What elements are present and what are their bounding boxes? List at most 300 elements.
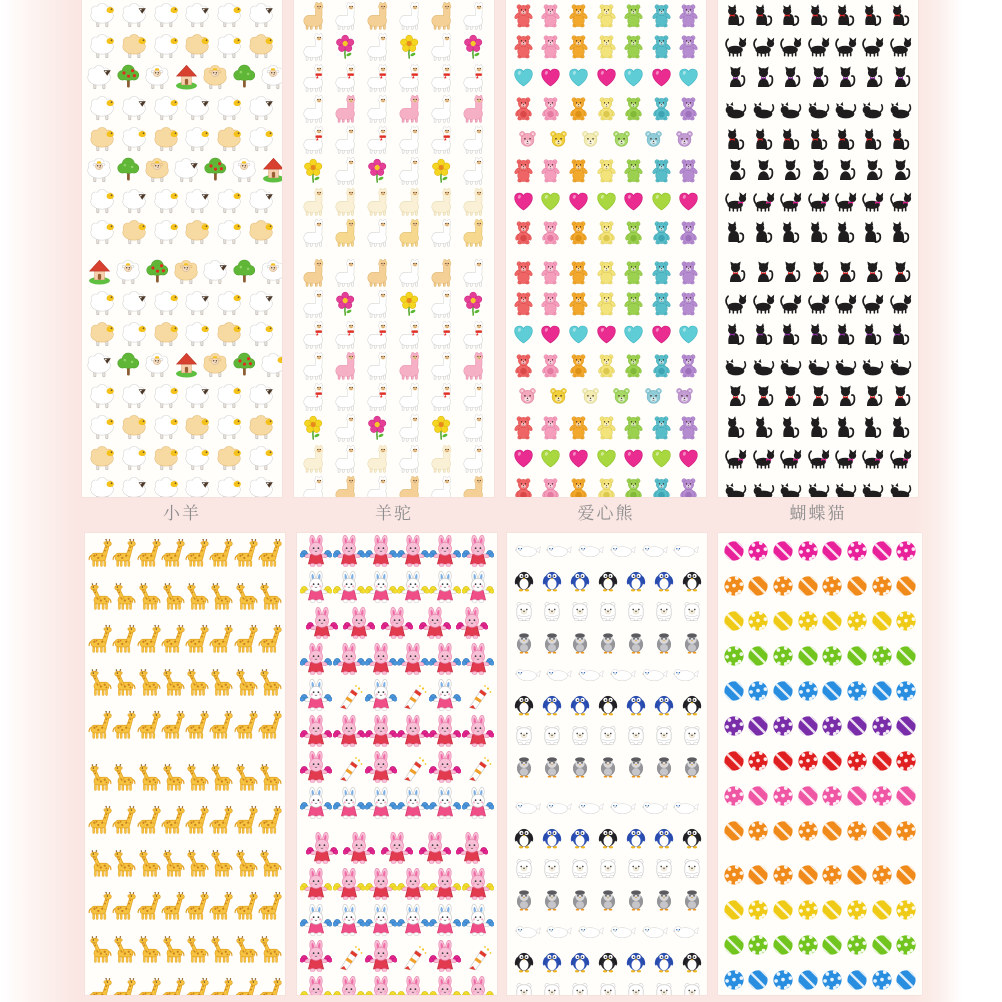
baby-icon (594, 628, 622, 656)
heart-icon (593, 445, 620, 472)
giraffe-icon (209, 534, 233, 575)
cat-icon (860, 446, 885, 471)
penguin-icon (650, 823, 678, 851)
polar-icon (538, 597, 566, 625)
bunny-icon (397, 571, 429, 603)
sticker-row (718, 319, 918, 350)
dot-icon (722, 933, 746, 957)
giraffe-icon (161, 801, 185, 842)
bear-icon (648, 95, 675, 122)
heart-icon (648, 64, 675, 91)
giraffe-icon (258, 930, 282, 971)
cat-icon (888, 158, 913, 183)
heart-icon (510, 188, 537, 215)
cat-icon (778, 127, 803, 152)
alpaca-icon (331, 94, 361, 124)
bunny-icon (429, 787, 461, 819)
dot-icon (722, 863, 746, 887)
seal-icon (514, 659, 542, 687)
dot-icon (894, 863, 918, 887)
baby-icon (566, 885, 594, 913)
dot-icon (746, 749, 770, 773)
dot-icon (722, 784, 746, 808)
dot-icon (796, 644, 820, 668)
alpaca-icon (363, 444, 393, 474)
bear-icon (593, 95, 620, 122)
sticker-row (82, 319, 282, 350)
alpaca-icon (299, 444, 329, 474)
alpaca-icon (363, 187, 393, 217)
sticker-row (82, 62, 282, 93)
cat-icon (860, 220, 885, 245)
bear-icon (537, 33, 564, 60)
bear-icon (565, 414, 592, 441)
penguin-icon (594, 823, 622, 851)
dot-icon (820, 574, 844, 598)
dot-icon (894, 784, 918, 808)
sheep-icon (215, 125, 244, 154)
sticker-row (718, 257, 918, 288)
sticker-row (294, 186, 494, 217)
bunny-icon (333, 535, 365, 567)
alpaca-icon (459, 94, 489, 124)
bunny-icon (306, 607, 338, 639)
giraffe-icon (88, 844, 112, 885)
alpaca-icon (427, 32, 457, 62)
cone-icon (333, 679, 365, 711)
sticker-row (85, 843, 285, 886)
cat-icon (806, 260, 831, 285)
dot-icon (746, 968, 770, 992)
sticker-row (294, 0, 494, 31)
bear-icon (537, 95, 564, 122)
polar-icon (566, 978, 594, 996)
bunny-icon (300, 868, 332, 900)
giraffe-icon (137, 663, 161, 704)
bear-icon (510, 290, 537, 317)
bear-icon (537, 476, 564, 497)
sticker-row (297, 830, 497, 866)
sheep-icon (247, 125, 276, 154)
bunny-icon (365, 715, 397, 747)
cat-icon (778, 65, 803, 90)
bear-icon (510, 259, 537, 286)
heart-icon (620, 321, 647, 348)
bunny-icon (397, 976, 429, 995)
giraffe-icon (234, 844, 258, 885)
dot-icon (820, 819, 844, 843)
dot-icon (746, 714, 770, 738)
bunny-icon (456, 832, 488, 864)
polar-icon (538, 854, 566, 882)
house-icon (172, 63, 201, 92)
sheep-icon (259, 351, 282, 380)
baby-icon (538, 628, 566, 656)
sticker-row (718, 412, 918, 443)
alpaca-icon (459, 320, 489, 350)
sticker-row (506, 186, 706, 217)
bear-icon (510, 157, 537, 184)
sticker-row (294, 124, 494, 155)
sticker-row (297, 866, 497, 902)
sheep-icon (215, 413, 244, 442)
heart-icon (675, 188, 702, 215)
giraffe-icon (209, 706, 233, 747)
sticker-row (294, 443, 494, 474)
bunny-icon (462, 868, 494, 900)
dot-icon (722, 539, 746, 563)
dot-icon (796, 933, 820, 957)
bearhead-icon (577, 126, 604, 153)
sticker-row (507, 945, 707, 976)
giraffe-icon (137, 801, 161, 842)
bear-icon (620, 95, 647, 122)
sheep-icon (247, 218, 276, 247)
polar-icon (650, 721, 678, 749)
cat-icon (806, 415, 831, 440)
sticker-row (506, 155, 706, 186)
sticker-row (82, 0, 282, 31)
cat-icon (833, 291, 858, 316)
dot-icon (845, 968, 869, 992)
cat-icon (806, 291, 831, 316)
cat-icon (723, 96, 748, 121)
alpaca-icon (299, 382, 329, 412)
sticker-row (718, 0, 918, 31)
giraffe-icon (112, 801, 136, 842)
bear-icon (537, 290, 564, 317)
cat-icon (860, 3, 885, 28)
sheep-icon (172, 258, 201, 287)
giraffe-icon (234, 887, 258, 928)
cat-icon (833, 189, 858, 214)
cat-icon (888, 260, 913, 285)
alpaca-icon (459, 218, 489, 248)
cat-icon (888, 322, 913, 347)
bear-icon (593, 290, 620, 317)
sheep-icon (183, 1, 212, 30)
alpaca-icon (459, 351, 489, 381)
seal-icon (545, 792, 573, 820)
polar-icon (678, 721, 706, 749)
bear-icon (648, 290, 675, 317)
alpaca-icon (363, 94, 393, 124)
dot-icon (870, 714, 894, 738)
alpaca-icon (395, 156, 425, 186)
dot-icon (894, 574, 918, 598)
baby-icon (678, 752, 706, 780)
sticker-row (507, 657, 707, 688)
sticker-row (506, 0, 706, 31)
alpaca-icon (363, 32, 393, 62)
bear-icon (593, 219, 620, 246)
cat-icon (888, 477, 913, 497)
sheep-icon (152, 413, 181, 442)
giraffe-icon (88, 930, 112, 971)
sticker-row (82, 186, 282, 217)
cat-icon (833, 446, 858, 471)
sheep-icon (152, 320, 181, 349)
cat-icon (833, 96, 858, 121)
alpaca-icon (395, 63, 425, 93)
alpaca-icon (331, 63, 361, 93)
cat-icon (723, 384, 748, 409)
bunny-icon (365, 940, 397, 972)
dot-icon (771, 574, 795, 598)
dot-icon (796, 749, 820, 773)
dot-icon (722, 819, 746, 843)
cat-icon (806, 353, 831, 378)
cat-icon (723, 220, 748, 245)
cat-icon (806, 65, 831, 90)
bearhead-icon (640, 383, 667, 410)
sheep-icon (152, 289, 181, 318)
sheep-icon (152, 382, 181, 411)
alpaca-icon (427, 289, 457, 319)
sheep-icon (172, 156, 201, 185)
bunny-icon (365, 679, 397, 711)
sticker-row (297, 677, 497, 713)
bunny-icon (365, 904, 397, 936)
giraffe-icon (112, 577, 136, 618)
baby-icon (538, 885, 566, 913)
sticker-row (82, 31, 282, 62)
sticker-row (507, 914, 707, 945)
cat-icon (833, 260, 858, 285)
alpaca-icon (299, 1, 329, 31)
sheep-icon (215, 475, 244, 497)
heart-icon (510, 321, 537, 348)
cat-icon (751, 384, 776, 409)
bunny-icon (365, 643, 397, 675)
bear-icon (620, 2, 647, 29)
penguin-icon (566, 823, 594, 851)
penguin-icon (678, 823, 706, 851)
alpaca-icon (459, 187, 489, 217)
cat-icon (806, 96, 831, 121)
giraffe-icon (234, 930, 258, 971)
dot-icon (796, 679, 820, 703)
seal-icon (545, 916, 573, 944)
sheep-icon (88, 289, 117, 318)
alpaca-icon (395, 258, 425, 288)
bear-icon (620, 290, 647, 317)
bunny-icon (429, 868, 461, 900)
polar-icon (594, 597, 622, 625)
cat-icon (860, 127, 885, 152)
sheep-icon (201, 63, 230, 92)
giraffe-icon (234, 758, 258, 799)
cat-icon (778, 189, 803, 214)
dot-icon (870, 609, 894, 633)
bunny-icon (365, 751, 397, 783)
sheep-icon (215, 94, 244, 123)
alpaca-icon (363, 351, 393, 381)
dot-icon (746, 819, 770, 843)
sheep-icon (88, 1, 117, 30)
sticker-row (294, 474, 494, 497)
sheep-icon (247, 413, 276, 442)
bear-icon (675, 352, 702, 379)
cat-icon (860, 477, 885, 497)
penguin-icon (650, 566, 678, 594)
sticker-row (82, 412, 282, 443)
cat-icon (723, 3, 748, 28)
giraffe-icon (112, 887, 136, 928)
bear-icon (648, 476, 675, 497)
bunny-icon (419, 832, 451, 864)
sticker-row (294, 350, 494, 381)
polar-icon (622, 597, 650, 625)
sheep-icon (215, 382, 244, 411)
cat-icon (888, 353, 913, 378)
alpaca-icon (331, 320, 361, 350)
seal-icon (609, 916, 637, 944)
penguin-icon (650, 690, 678, 718)
giraffe-icon (258, 663, 282, 704)
seal-icon (609, 792, 637, 820)
flower-icon (395, 32, 425, 62)
bearhead-icon (577, 383, 604, 410)
bunny-icon (397, 868, 429, 900)
dot-icon (746, 644, 770, 668)
giraffe-icon (185, 973, 209, 995)
giraffe-icon (112, 706, 136, 747)
bear-icon (648, 219, 675, 246)
sheep-icon (152, 125, 181, 154)
heart-icon (675, 445, 702, 472)
sheep-icon (215, 320, 244, 349)
bunny-icon (462, 787, 494, 819)
baby-icon (510, 885, 538, 913)
tree-icon (143, 258, 172, 287)
cone-icon (397, 940, 429, 972)
sheep-icon (247, 32, 276, 61)
bear-icon (593, 476, 620, 497)
sheet-butterfly-cat (718, 0, 918, 497)
bunny-icon (333, 571, 365, 603)
sticker-row (506, 257, 706, 288)
sticker-row (718, 93, 918, 124)
flower-icon (363, 156, 393, 186)
sheet-penguin (507, 533, 707, 995)
alpaca-icon (331, 156, 361, 186)
house-icon (85, 258, 114, 287)
cat-icon (806, 127, 831, 152)
penguin-icon (622, 823, 650, 851)
cat-icon (833, 415, 858, 440)
dot-icon (771, 863, 795, 887)
cat-icon (751, 220, 776, 245)
bunny-icon (333, 904, 365, 936)
sticker-row (506, 93, 706, 124)
polar-icon (678, 978, 706, 996)
sticker-row (507, 533, 707, 564)
bunny-icon (429, 940, 461, 972)
dot-icon (845, 609, 869, 633)
sticker-row (297, 569, 497, 605)
sheep-icon (120, 289, 149, 318)
polar-icon (594, 978, 622, 996)
seal-icon (577, 792, 605, 820)
sticker-row (718, 927, 922, 962)
sticker-row (294, 155, 494, 186)
alpaca-icon (395, 187, 425, 217)
bunny-icon (419, 607, 451, 639)
polar-icon (650, 854, 678, 882)
giraffe-icon (209, 758, 233, 799)
heart-icon (620, 64, 647, 91)
dot-icon (820, 539, 844, 563)
alpaca-icon (427, 94, 457, 124)
bunny-icon (365, 787, 397, 819)
heart-icon (675, 64, 702, 91)
cat-icon (778, 34, 803, 59)
alpaca-icon (459, 413, 489, 443)
alpaca-icon (427, 382, 457, 412)
cone-icon (397, 751, 429, 783)
giraffe-icon (137, 577, 161, 618)
giraffe-icon (258, 620, 282, 661)
sticker-row (294, 381, 494, 412)
cat-icon (888, 96, 913, 121)
sheet-cheer-bunny (297, 533, 497, 995)
baby-icon (678, 885, 706, 913)
giraffe-icon (185, 844, 209, 885)
penguin-icon (538, 823, 566, 851)
seal-icon (672, 792, 700, 820)
cone-icon (462, 751, 494, 783)
penguin-icon (594, 690, 622, 718)
bunny-icon (300, 787, 332, 819)
dot-icon (796, 784, 820, 808)
flower-icon (459, 289, 489, 319)
dot-icon (894, 819, 918, 843)
alpaca-icon (395, 475, 425, 498)
cat-icon (806, 220, 831, 245)
sheep-icon (183, 289, 212, 318)
sticker-row (506, 288, 706, 319)
cat-icon (806, 322, 831, 347)
dot-icon (845, 863, 869, 887)
bunny-icon (381, 607, 413, 639)
cat-icon (778, 446, 803, 471)
sticker-row (82, 124, 282, 155)
polar-icon (650, 978, 678, 996)
alpaca-icon (427, 1, 457, 31)
giraffe-icon (185, 801, 209, 842)
dot-icon (796, 819, 820, 843)
sheep-icon (152, 1, 181, 30)
sheep-icon (259, 258, 282, 287)
dot-icon (796, 714, 820, 738)
sticker-row (297, 785, 497, 821)
giraffe-icon (112, 930, 136, 971)
tree-icon (230, 63, 259, 92)
dot-icon (722, 574, 746, 598)
giraffe-icon (185, 758, 209, 799)
sticker-row (297, 749, 497, 785)
heart-icon (537, 445, 564, 472)
giraffe-icon (88, 663, 112, 704)
alpaca-icon (427, 258, 457, 288)
dot-icon (771, 933, 795, 957)
dot-icon (870, 784, 894, 808)
heart-icon (510, 445, 537, 472)
dot-icon (820, 749, 844, 773)
penguin-icon (594, 947, 622, 975)
sticker-row (507, 883, 707, 914)
